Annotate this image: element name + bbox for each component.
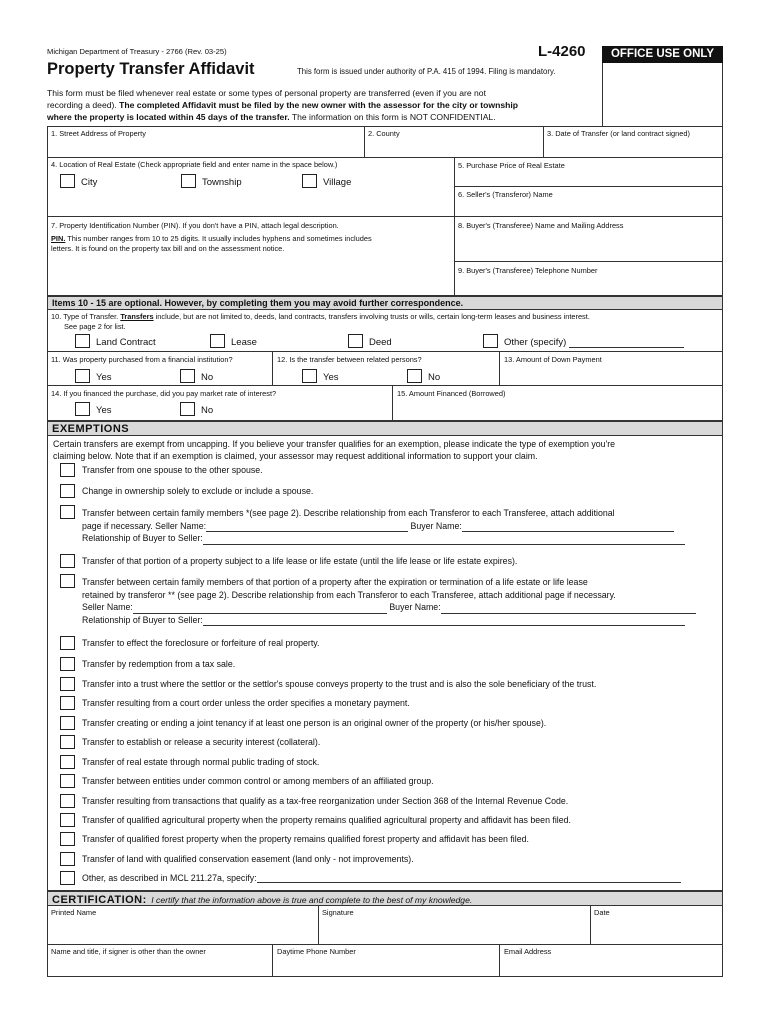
q12-yes-label: Yes [323, 372, 339, 383]
pin-label: 7. Property Identification Number (PIN). If you don't have a PIN, attach legal description. [51, 221, 339, 230]
township-checkbox[interactable] [181, 174, 196, 188]
intro-paragraph: This form must be filed whenever real estate or some types of personal property are transferred (even if you are not recording a deed). The completed Affidavit must be filed by the new owner with the assessor for the city or township where the property is located within 45 days of the transfer. The information on this form is NOT CONFIDENTIAL. [47, 88, 519, 122]
certification-bar: CERTIFICATION: I certify that the information above is true and complete to the best of my knowledge. [47, 891, 723, 906]
exemption-checkbox[interactable] [60, 813, 75, 827]
purchase-price-label: 5. Purchase Price of Real Estate [458, 161, 565, 170]
exemption-checkbox[interactable] [60, 871, 75, 885]
buyer-name-address-label: 8. Buyer's (Transferee) Name and Mailing Address [458, 221, 624, 230]
township-label: Township [202, 177, 242, 188]
exemption-checkbox[interactable] [60, 735, 75, 749]
date-field[interactable] [590, 905, 723, 945]
related-persons-label: 12. Is the transfer between related persons? [277, 355, 422, 364]
form-number: L-4260 [538, 43, 586, 60]
date-label: Date [594, 908, 610, 917]
q11-no-label: No [201, 372, 214, 383]
exemption-checkbox[interactable] [60, 574, 75, 588]
q11-yes-checkbox[interactable] [75, 369, 90, 383]
q12-yes-checkbox[interactable] [302, 369, 317, 383]
q14-yes-checkbox[interactable] [75, 402, 90, 416]
deed-label: Deed [369, 337, 392, 348]
exemption-checkbox[interactable] [60, 832, 75, 846]
life-estate-buyer-input[interactable] [441, 604, 696, 614]
other-exemption-input[interactable] [257, 873, 681, 883]
market-rate-label: 14. If you financed the purchase, did you pay market rate of interest? [51, 389, 277, 398]
buyer-phone-label: 9. Buyer's (Transferee) Telephone Number [458, 266, 598, 275]
village-checkbox[interactable] [302, 174, 317, 188]
life-estate-relationship-input[interactable] [203, 616, 685, 626]
exemption-checkbox[interactable] [60, 484, 75, 498]
village-label: Village [323, 177, 352, 188]
other-label: Other (specify) [504, 337, 684, 348]
financial-institution-label: 11. Was property purchased from a financial institution? [51, 355, 233, 364]
exemption-checkbox[interactable] [60, 774, 75, 788]
seller-name-label: 6. Seller's (Transferor) Name [458, 190, 553, 199]
signature-label: Signature [322, 908, 354, 917]
down-payment-label: 13. Amount of Down Payment [504, 355, 602, 364]
q12-no-label: No [428, 372, 441, 383]
county-label: 2. County [368, 129, 400, 138]
exemption-checkbox[interactable] [60, 554, 75, 568]
daytime-phone-label: Daytime Phone Number [277, 947, 356, 956]
optional-items-bar: Items 10 - 15 are optional. However, by completing them you may avoid further correspondence. [47, 296, 723, 310]
exemptions-bar: EXEMPTIONS [47, 421, 723, 436]
email-label: Email Address [504, 947, 552, 956]
authority-line: This form is issued under authority of P.A. 415 of 1994. Filing is mandatory. [297, 67, 556, 76]
exemption-checkbox[interactable] [60, 852, 75, 866]
street-address-label: 1. Street Address of Property [51, 129, 146, 138]
page-title: Property Transfer Affidavit [47, 60, 255, 78]
office-use-banner: OFFICE USE ONLY [602, 46, 723, 63]
exemption-checkbox[interactable] [60, 716, 75, 730]
q12-no-checkbox[interactable] [407, 369, 422, 383]
other-specify-input[interactable] [569, 338, 684, 348]
pin-description: PIN. This number ranges from 10 to 25 digits. It usually includes hyphens and sometimes includes letters. It is found on the property tax bill and on the assessment notice. [51, 234, 372, 253]
lease-label: Lease [231, 337, 257, 348]
family-relationship-input[interactable] [203, 535, 685, 545]
type-transfer-label: 10. Type of Transfer. Transfers include, but are not limited to, deeds, land contracts, transfers involving trusts or wills, certain long-term leases and business interest. See page 2 for list. [51, 312, 590, 331]
q11-no-checkbox[interactable] [180, 369, 195, 383]
q14-yes-label: Yes [96, 405, 112, 416]
city-checkbox[interactable] [60, 174, 75, 188]
signer-name-title-label: Name and title, if signer is other than the owner [51, 947, 206, 956]
q11-yes-label: Yes [96, 372, 112, 383]
date-transfer-label: 3. Date of Transfer (or land contract signed) [547, 129, 690, 138]
q14-no-checkbox[interactable] [180, 402, 195, 416]
department-line: Michigan Department of Treasury - 2766 (Rev. 03-25) [47, 47, 227, 56]
exemption-checkbox[interactable] [60, 505, 75, 519]
amount-financed-label: 15. Amount Financed (Borrowed) [397, 389, 506, 398]
location-label: 4. Location of Real Estate (Check appropriate field and enter name in the space below.) [51, 160, 338, 169]
date-transfer-field[interactable] [543, 126, 723, 158]
lease-checkbox[interactable] [210, 334, 225, 348]
family-buyer-input[interactable] [462, 522, 674, 532]
city-label: City [81, 177, 98, 188]
exemptions-intro: Certain transfers are exempt from uncapping. If you believe your transfer qualifies for an exemption, please indicate the type of exemption you're claiming below. Note that if an exemption is claimed, your assessor may request additional information to support your claim. [53, 439, 616, 461]
life-estate-seller-input[interactable] [133, 604, 387, 614]
exemption-checkbox[interactable] [60, 636, 75, 650]
deed-checkbox[interactable] [348, 334, 363, 348]
family-seller-input[interactable] [206, 522, 408, 532]
exemption-checkbox[interactable] [60, 677, 75, 691]
q14-no-label: No [201, 405, 214, 416]
exemption-checkbox[interactable] [60, 794, 75, 808]
signature-field[interactable] [318, 905, 591, 945]
exemption-checkbox[interactable] [60, 463, 75, 477]
printed-name-label: Printed Name [51, 908, 97, 917]
exemption-checkbox[interactable] [60, 755, 75, 769]
exemption-checkbox[interactable] [60, 657, 75, 671]
land-contract-checkbox[interactable] [75, 334, 90, 348]
office-use-box [602, 63, 723, 127]
land-contract-label: Land Contract [96, 337, 156, 348]
other-checkbox[interactable] [483, 334, 498, 348]
exemption-checkbox[interactable] [60, 696, 75, 710]
